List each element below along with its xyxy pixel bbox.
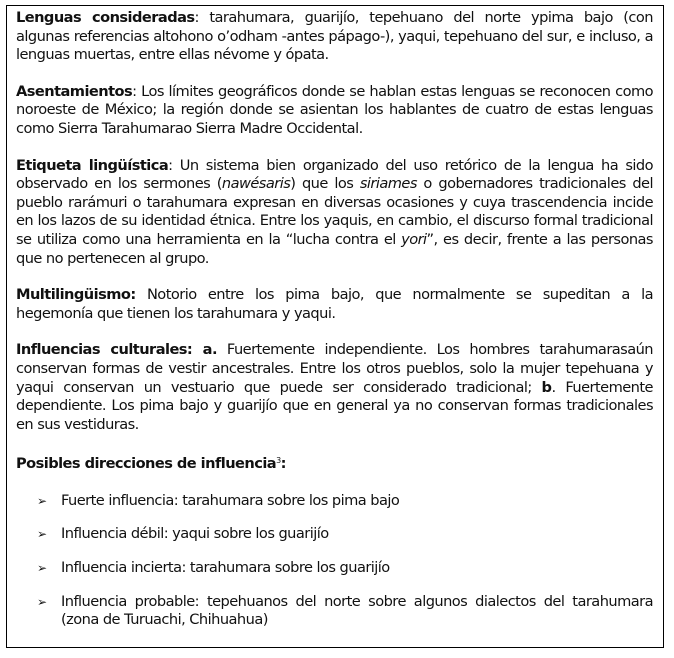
list-item-text: Influencia débil: yaqui sobre los guarijío — [61, 525, 329, 543]
section-label: Etiqueta lingüística — [16, 156, 169, 174]
influence-list — [16, 492, 653, 630]
info-box — [6, 5, 664, 648]
list-item — [16, 593, 653, 630]
section-influencias — [16, 341, 653, 434]
term-italic: nawésaris — [221, 175, 291, 193]
section-multilinguismo — [16, 286, 653, 323]
section-label: Influencias culturales: — [16, 341, 193, 359]
arrowhead-bullet-icon: ➢ — [37, 527, 47, 542]
list-item — [16, 559, 653, 578]
heading-colon: : — [280, 455, 286, 473]
section-text: Fuertemente independiente. Los hombres tarahumarasaún conservan formas de vestir ancestrales. Entre los otros pueblos, solo la mujer tepehuana y yaqui conservan un vestuario que puede ser considerado tradicional; — [16, 341, 654, 396]
footnote-ref: 3 — [276, 456, 281, 466]
arrowhead-bullet-icon: ➢ — [37, 561, 47, 576]
subitem-a-label: a. — [192, 341, 217, 359]
section-text: : tarahumara, guarijío, tepehuano del norte ypima bajo (con algunas referencias altohono o’odham -antes pápago-), yaqui, tepehuano del sur, e incluso, a lenguas muertas, entre ellas névome y ópata. — [16, 9, 653, 64]
section-text: ”, es decir, frente a las personas que no pertenecen al grupo. — [16, 230, 653, 267]
term-italic: yori — [401, 230, 427, 248]
box-content — [16, 9, 653, 645]
list-item — [16, 525, 653, 544]
section-label: Asentamientos — [16, 82, 133, 100]
section-label: Lenguas consideradas — [16, 9, 195, 26]
subitem-b-label: b — [541, 378, 552, 396]
arrowhead-bullet-icon: ➢ — [37, 594, 47, 609]
section-text: ) que los — [290, 175, 360, 193]
section-lenguas — [16, 9, 653, 65]
list-item-text: Influencia probable: tepehuanos del norte sobre algunos dialectos del tarahumara (zona de Turuachi, Chihuahua) — [61, 592, 653, 629]
section-text: Notorio entre los pima bajo, que normalmente se supeditan a la hegemonía que tienen los tarahumara y yaqui. — [16, 286, 653, 322]
section-asentamientos — [16, 83, 653, 139]
term-italic: siriames — [359, 175, 417, 193]
section-label: Posibles direcciones de influencia — [16, 455, 277, 473]
section-text: . Fuertemente dependiente. Los pima bajo y guarijío que en general ya no conservan formas tradicionales en sus vestiduras. — [16, 378, 653, 433]
section-label: Multilingüismo: — [16, 286, 136, 304]
section-text: : Un sistema bien organizado del uso retórico de la lengua ha sido observado en los sermones ( — [16, 156, 654, 193]
section-text: o gobernadores tradicionales del pueblo rarámuri o tarahumara expresan en diversas ocasiones y cuya trascendencia incide en los lazos de su identidad étnica. Entre los yaquis, en cambio, el discurso formal tradicional se utiliza como una herramienta en la “lucha contra el — [16, 175, 653, 248]
list-item — [16, 492, 653, 511]
arrowhead-bullet-icon: ➢ — [37, 493, 47, 508]
section-text: : Los límites geográficos donde se hablan estas lenguas se reconocen como noroeste de México; la región donde se asientan los hablantes de cuatro de estas lenguas como Sierra Tarahumarao Sierra Madre Occidental. — [16, 82, 653, 137]
section-etiqueta — [16, 157, 653, 269]
list-item-text: Fuerte influencia: tarahumara sobre los pima bajo — [61, 491, 400, 509]
section-direcciones-heading — [16, 452, 653, 474]
list-item-text: Influencia incierta: tarahumara sobre los guarijío — [61, 559, 390, 577]
